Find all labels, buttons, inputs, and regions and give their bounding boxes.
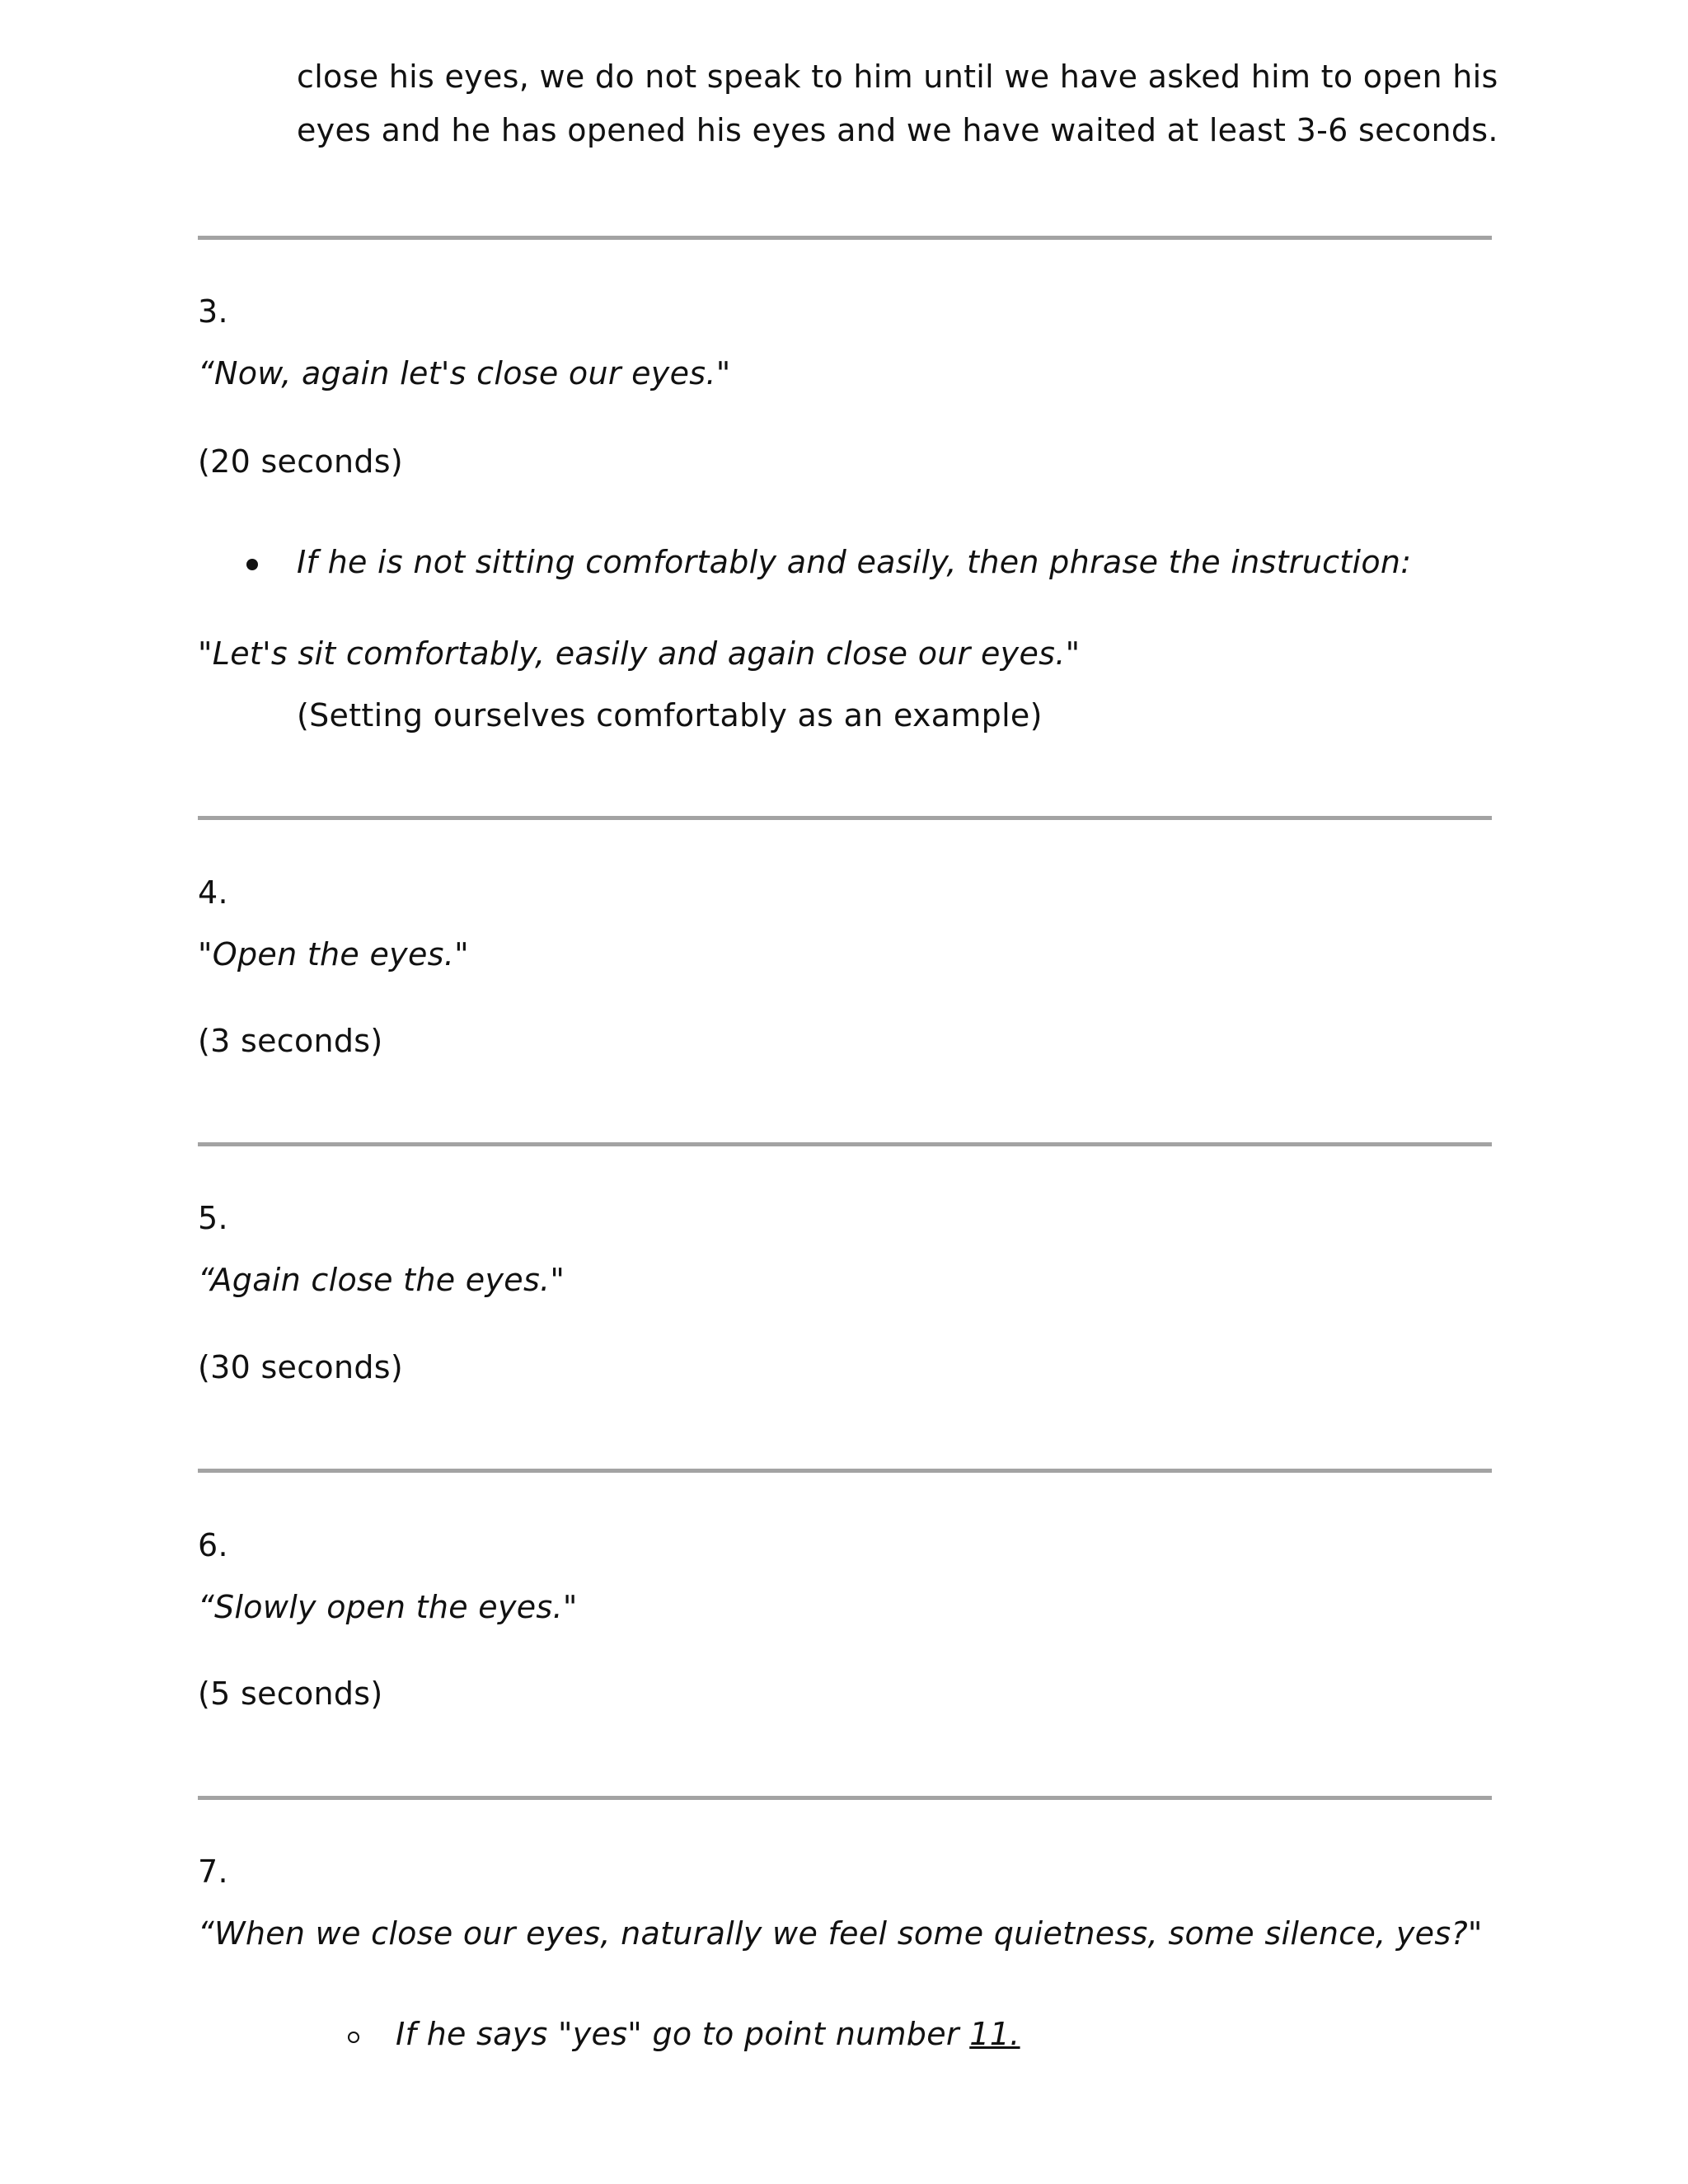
step-duration: (20 seconds)	[198, 443, 404, 480]
step-sub-bullet	[396, 2015, 1020, 2053]
step-instruction-quote: “Again close the eyes."	[198, 1262, 565, 1298]
sub-bullet-text: If he says "yes" go to point number	[396, 2016, 970, 2052]
step-alternative-quote: "Let's sit comfortably, easily and again close our eyes."	[198, 635, 1081, 672]
section-divider	[198, 1469, 1492, 1473]
section-divider	[198, 816, 1492, 820]
step-instruction-quote: "Open the eyes."	[198, 936, 469, 972]
bullet-icon	[246, 559, 258, 570]
step-number: 6.	[198, 1527, 228, 1563]
step-instruction-quote: “Slowly open the eyes."	[198, 1589, 578, 1625]
step-condition-bullet: If he is not sitting comfortably and easily, then phrase the instruction:	[297, 544, 1412, 580]
step-alternative-note: (Setting ourselves comfortably as an example)	[297, 697, 1043, 733]
section-divider	[198, 236, 1492, 240]
step-number: 5.	[198, 1200, 228, 1236]
section-divider	[198, 1142, 1492, 1146]
intro-line-1: close his eyes, we do not speak to him until we have asked him to open his	[297, 59, 1498, 95]
step-duration: (3 seconds)	[198, 1023, 383, 1059]
step-number: 7.	[198, 1854, 228, 1890]
hollow-bullet-icon	[348, 2032, 359, 2043]
step-instruction-quote: “When we close our eyes, naturally we feel some quietness, some silence, yes?"	[198, 1915, 1483, 1952]
section-divider	[198, 1796, 1492, 1800]
step-duration: (5 seconds)	[198, 1675, 383, 1712]
step-instruction-quote: “Now, again let's close our eyes."	[198, 355, 731, 391]
step-duration: (30 seconds)	[198, 1349, 404, 1385]
step-number: 4.	[198, 874, 228, 911]
step-number: 3.	[198, 293, 228, 330]
intro-line-2: eyes and he has opened his eyes and we have waited at least 3-6 seconds.	[297, 112, 1498, 148]
point-11-link[interactable]: 11.	[969, 2016, 1020, 2052]
